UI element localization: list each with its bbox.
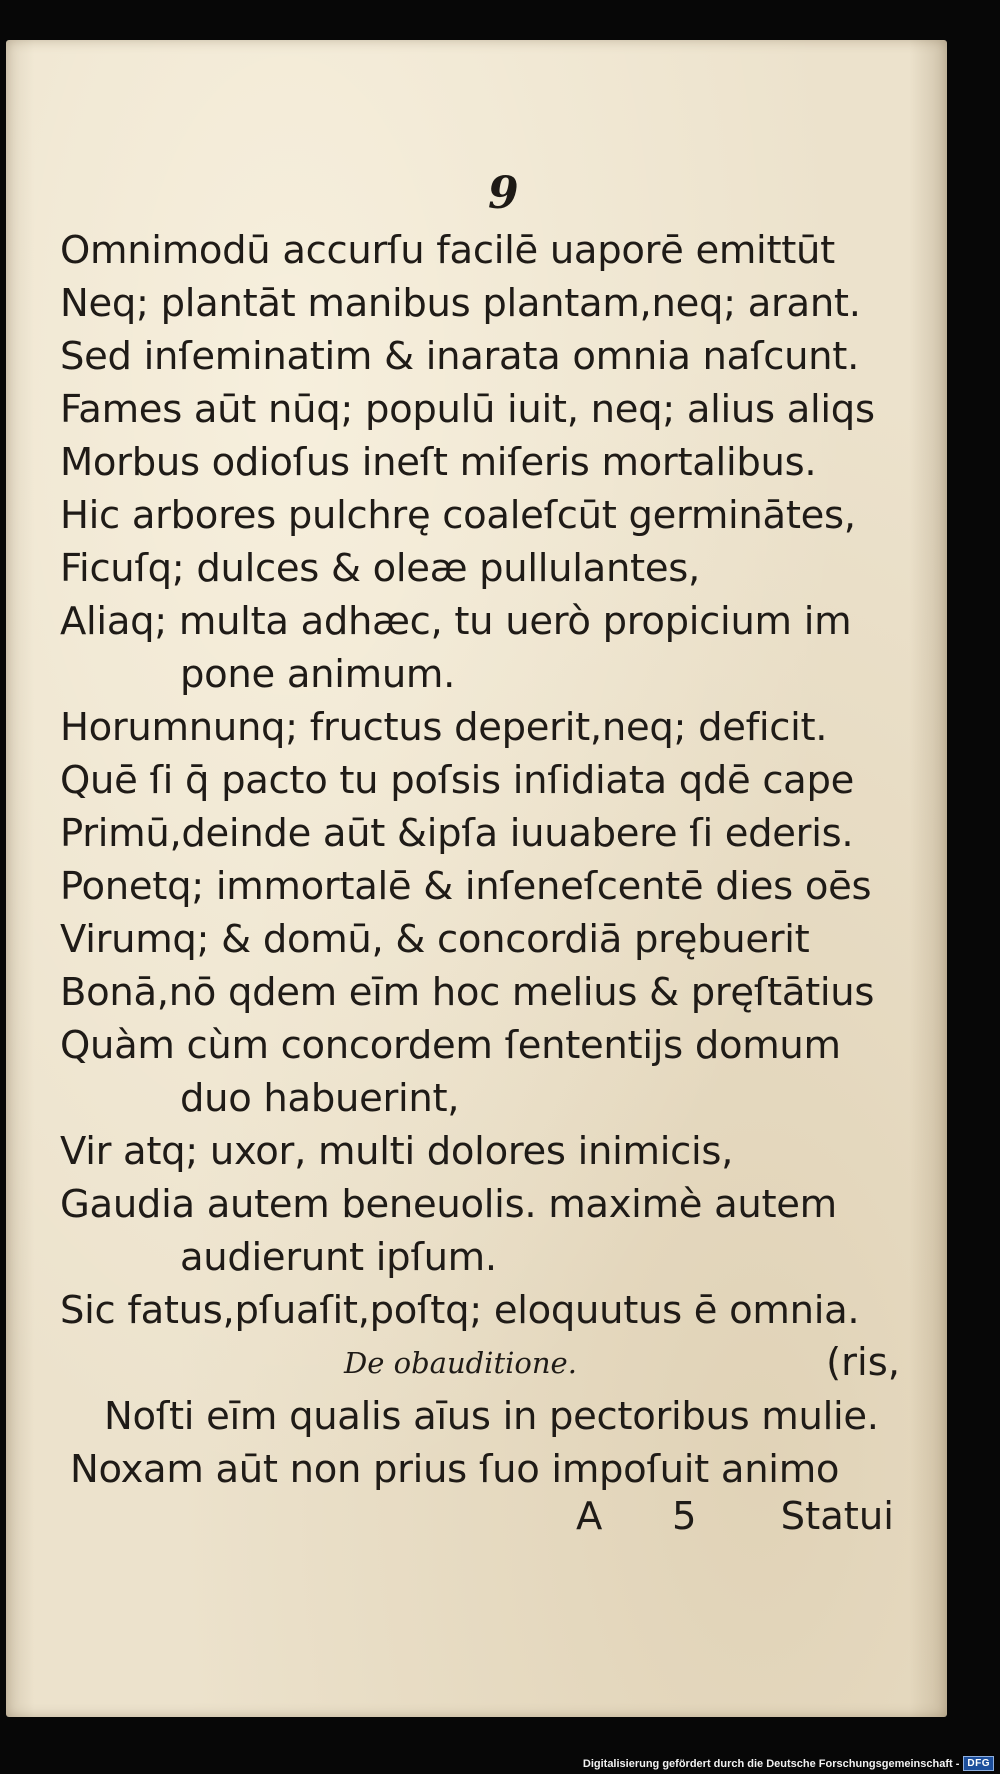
page-number: 9 — [488, 168, 519, 219]
text-line: Morbus odioſus ineſt miſeris mortalibus. — [60, 440, 817, 485]
signature-mark: A — [576, 1494, 603, 1539]
text-line-indented: duo habuerint, — [180, 1076, 460, 1121]
text-line: Ponetq; immortalē & inſeneſcentē dies oēs — [60, 864, 872, 909]
main-text-block — [60, 224, 900, 1337]
book-page — [6, 40, 947, 1717]
text-line: Quē ſi q̄ pacto tu poſsis inſidiata qdē cape — [60, 758, 855, 803]
dfg-logo: DFG — [963, 1756, 994, 1771]
carryover-fragment: (ris, — [826, 1340, 900, 1385]
text-line-indented: pone animum. — [180, 652, 456, 697]
text-line: Omnimodū accurſu facilē uaporē emittūt — [60, 228, 835, 273]
section-heading: De obauditione. — [344, 1346, 577, 1380]
text-line: Bonā,nō qdem eīm hoc melius & pręſtātius — [60, 970, 875, 1015]
text-line: Fames aūt nūq; populū iuit, neq; alius aliqs — [60, 387, 875, 432]
text-line: Quàm cùm concordem ſententijs domum — [60, 1023, 841, 1068]
signature-number: 5 — [672, 1494, 697, 1539]
text-line: Noxam aūt non prius ſuo impoſuit animo — [70, 1447, 840, 1492]
text-line: Noſti eīm qualis aīus in pectoribus mulie. — [104, 1394, 879, 1439]
catchword: Statui — [780, 1494, 894, 1539]
text-line: Hic arbores pulchrę coaleſcūt germinātes, — [60, 493, 856, 538]
text-line: Sed inſeminatim & inarata omnia naſcunt. — [60, 334, 860, 379]
section-text-block — [70, 1390, 910, 1496]
text-line: Virumq; & domū, & concordiā prębuerit — [60, 917, 810, 962]
section-heading-row — [60, 1340, 900, 1390]
credit-text: Digitalisierung gefördert durch die Deutsche Forschungsgemeinschaft - — [582, 1757, 960, 1770]
text-line: Primū,deinde aūt &ipſa iuuabere ſi ederis. — [60, 811, 854, 856]
text-line: Ficuſq; dulces & oleæ pullulantes, — [60, 546, 700, 591]
text-line: Gaudia autem beneuolis. maximè autem — [60, 1182, 837, 1227]
text-line-indented: audierunt ipſum. — [180, 1235, 497, 1280]
signature-row — [60, 1494, 894, 1544]
text-line: Neq; plantāt manibus plantam,neq; arant. — [60, 281, 861, 326]
digitization-credit — [583, 1756, 994, 1771]
text-line: Horumnunq; fructus deperit,neq; deficit. — [60, 705, 828, 750]
text-line: Vir atq; uxor, multi dolores inimicis, — [60, 1129, 734, 1174]
text-line: Aliaq; multa adhæc, tu uerò propicium im — [60, 599, 852, 644]
text-line: Sic fatus,pſuaſit,poſtq; eloquutus ē omnia. — [60, 1288, 860, 1333]
